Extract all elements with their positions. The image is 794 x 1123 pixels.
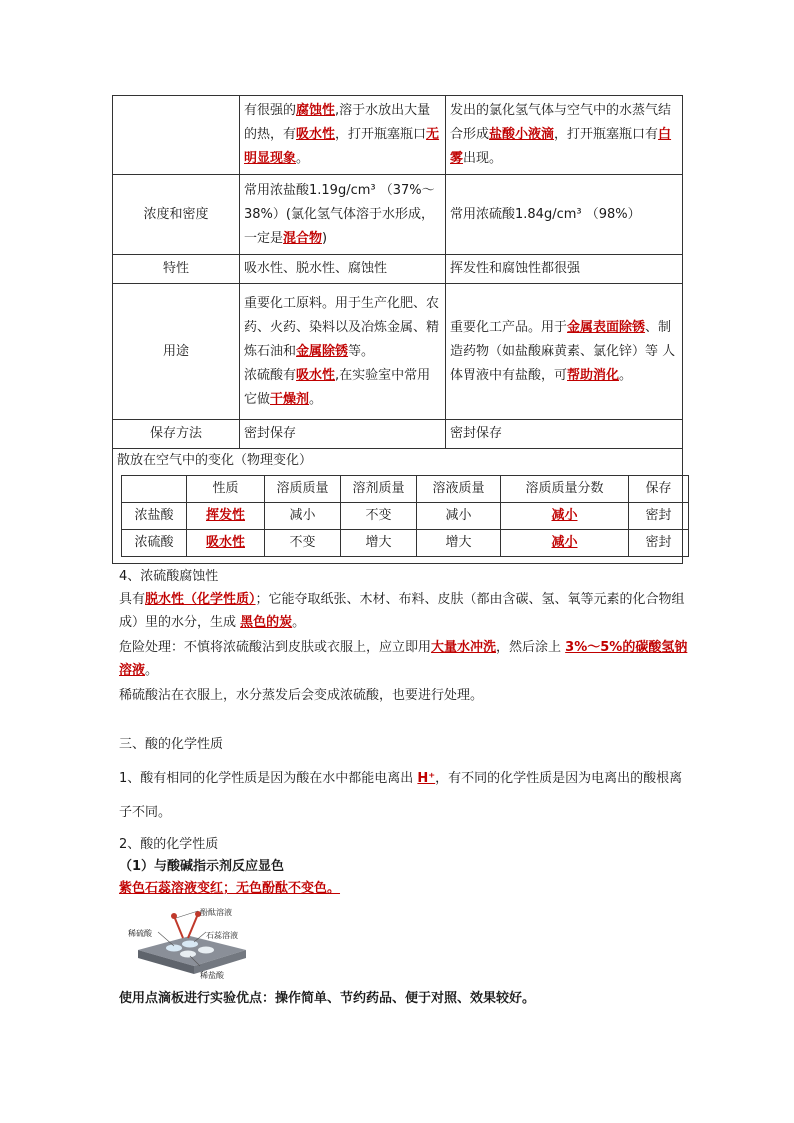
text-run: ；它能夺取纸张、木材、布料、皮肤（都由含碳、氢、氧等元素的化合物组成）里的水分，生成 bbox=[119, 592, 685, 630]
text-run: ,在实验室中常用它做 bbox=[244, 367, 431, 407]
highlight-text: 大量水冲洗 bbox=[431, 640, 497, 655]
table-cell: 不变 bbox=[265, 530, 341, 557]
paragraph bbox=[119, 762, 689, 830]
highlight-text: 无明显现象 bbox=[244, 127, 440, 166]
row-label: 保存方法 bbox=[113, 420, 240, 449]
text-run: ，有不同的化学性质是因为电离出的酸根离子不同。 bbox=[119, 771, 683, 820]
acid-comparison-table bbox=[112, 95, 683, 564]
table-row bbox=[113, 96, 683, 175]
highlight-text: 腐蚀性 bbox=[296, 103, 336, 118]
section-title: 4、浓硫酸腐蚀性 bbox=[119, 569, 219, 584]
row-label: 用途 bbox=[113, 284, 240, 420]
table-cell: 减小 bbox=[417, 503, 501, 530]
text-run: ,溶于水放出大量的热，有 bbox=[244, 103, 431, 142]
label-dilute-hcl: 稀盐酸 bbox=[200, 971, 224, 980]
text-run: 危险处理：不慎将浓硫酸沾到皮肤或衣服上，应立即用 bbox=[119, 640, 432, 655]
hydrochloric-cell bbox=[446, 96, 683, 175]
spot-plate-figure bbox=[128, 906, 250, 980]
table-row bbox=[113, 420, 683, 449]
sulfuric-cell bbox=[240, 420, 446, 449]
hydrochloric-cell bbox=[446, 284, 683, 420]
table-cell: 密封 bbox=[629, 530, 689, 557]
highlight-text: 黑色的炭 bbox=[240, 615, 293, 630]
paragraph bbox=[119, 636, 689, 682]
table-cell: 减小 bbox=[265, 503, 341, 530]
text-run: 。 bbox=[296, 151, 310, 166]
table-cell: 浓硫酸 bbox=[122, 530, 187, 557]
label-phenolphthalein: 酚酞溶液 bbox=[200, 908, 232, 917]
paragraph: 2、酸的化学性质 bbox=[119, 837, 219, 852]
highlight-text: 白雾 bbox=[450, 127, 672, 166]
highlight-text: 帮助消化 bbox=[567, 367, 620, 383]
text-run: 。 bbox=[145, 663, 159, 678]
text-run: 1、酸有相同的化学性质是因为酸在水中都能电离出 bbox=[119, 771, 418, 786]
text-run: ，打开瓶塞瓶口 bbox=[335, 127, 427, 142]
text-run: 。 bbox=[619, 367, 633, 383]
table-cell: 不变 bbox=[341, 503, 417, 530]
spot-plate-icon bbox=[128, 906, 250, 980]
text-run: 等。 bbox=[348, 343, 375, 359]
text-run: 具有 bbox=[119, 592, 146, 607]
label-litmus: 石蕊溶液 bbox=[206, 931, 238, 940]
highlight-text: 3%～5%的碳酸氢钠溶液 bbox=[119, 640, 688, 678]
text-run: 吸水性、脱水性、腐蚀性 bbox=[244, 261, 388, 276]
text-run: ，然后涂上 bbox=[496, 640, 566, 655]
table-cell: 减小 bbox=[501, 530, 629, 557]
text-run: 密封保存 bbox=[450, 426, 503, 441]
table-cell: 挥发性 bbox=[187, 503, 265, 530]
column-header: 溶液质量 bbox=[417, 476, 501, 503]
exposure-change-cell bbox=[113, 449, 683, 564]
text-run: 出现。 bbox=[463, 151, 503, 166]
table-cell: 密封 bbox=[629, 503, 689, 530]
text-run: ) bbox=[322, 230, 328, 246]
highlight-text: 金属表面除锈 bbox=[567, 319, 646, 335]
highlight-text: 盐酸小液滴 bbox=[489, 127, 555, 142]
text-run: 密封保存 bbox=[244, 426, 297, 441]
paragraph bbox=[119, 588, 689, 634]
table-row bbox=[113, 255, 683, 284]
section-3 bbox=[119, 734, 689, 900]
column-header: 溶质质量分数 bbox=[501, 476, 629, 503]
row-label: 特性 bbox=[113, 255, 240, 284]
table-cell: 增大 bbox=[341, 530, 417, 557]
table-cell: 吸水性 bbox=[187, 530, 265, 557]
hydrochloric-cell bbox=[446, 420, 683, 449]
paragraph: 稀硫酸沾在衣服上，水分蒸发后会变成浓硫酸，也要进行处理。 bbox=[119, 688, 484, 703]
sulfuric-cell bbox=[446, 175, 683, 255]
highlight-text: H⁺ bbox=[417, 771, 436, 786]
highlight-text: 脱水性（化学性质） bbox=[145, 592, 256, 607]
sulfuric-cell bbox=[240, 96, 446, 175]
highlight-text: 干燥剂 bbox=[270, 391, 310, 407]
table-row bbox=[122, 503, 689, 530]
text-run: 发出的氯化氢气体与空气中的水蒸气结合形成 bbox=[450, 103, 672, 142]
label-dilute-sulfuric: 稀硫酸 bbox=[128, 929, 152, 938]
table-row bbox=[113, 449, 683, 564]
table-header-row bbox=[122, 476, 689, 503]
text-run: 有很强的 bbox=[244, 103, 297, 118]
column-header: 保存 bbox=[629, 476, 689, 503]
text-run: 、制造药物（如盐酸麻黄素、氯化锌）等 人体胃液中有盐酸，可 bbox=[450, 319, 676, 383]
exposure-change-title: 散放在空气中的变化（物理变化） bbox=[117, 453, 313, 468]
highlight-text: 吸水性 bbox=[296, 367, 336, 383]
text-run: 。 bbox=[292, 615, 306, 630]
table-row bbox=[113, 175, 683, 255]
sulfuric-cell bbox=[240, 284, 446, 420]
table-cell: 浓盐酸 bbox=[122, 503, 187, 530]
highlight-text: 吸水性 bbox=[296, 127, 336, 142]
text-run: 常用浓盐酸1.19g/cm³ （37%～38%）(氯化氢气体溶于水形成，一定是 bbox=[244, 182, 435, 246]
table-cell: 增大 bbox=[417, 530, 501, 557]
section-4 bbox=[119, 566, 689, 707]
hydrochloric-cell bbox=[446, 255, 683, 284]
row-label bbox=[113, 96, 240, 175]
text-run: 挥发性和腐蚀性都很强 bbox=[450, 261, 581, 276]
table-cell: 减小 bbox=[501, 503, 629, 530]
text-run: 常用浓硫酸1.84g/cm³ （98%） bbox=[450, 206, 641, 222]
sulfuric-cell bbox=[240, 255, 446, 284]
highlight-text: 金属除锈 bbox=[296, 343, 349, 359]
text-run: 浓硫酸有 bbox=[244, 367, 297, 383]
table-row bbox=[122, 530, 689, 557]
table-row bbox=[113, 284, 683, 420]
row-label: 浓度和密度 bbox=[113, 175, 240, 255]
hydrochloric-cell bbox=[240, 175, 446, 255]
text-run: ，打开瓶塞瓶口有 bbox=[554, 127, 659, 142]
column-header: 性质 bbox=[187, 476, 265, 503]
advantage-note: 使用点滴板进行实验优点：操作简单、节约药品、便于对照、效果较好。 bbox=[119, 991, 536, 1006]
column-header: 溶剂质量 bbox=[341, 476, 417, 503]
text-run: 。 bbox=[309, 391, 323, 407]
indicator-result: 紫色石蕊溶液变红；无色酚酞不变色。 bbox=[119, 881, 341, 896]
exposure-change-table bbox=[121, 475, 689, 557]
subsection-title: （1）与酸碱指示剂反应显色 bbox=[119, 859, 285, 874]
section-title: 三、酸的化学性质 bbox=[119, 737, 224, 752]
highlight-text: 混合物 bbox=[283, 230, 323, 246]
column-header bbox=[122, 476, 187, 503]
text-run: 重要化工原料。用于生产化肥、农药、火药、染料以及冶炼金属、精炼石油和 bbox=[244, 295, 440, 359]
text-run: 重要化工产品。用于 bbox=[450, 319, 568, 335]
column-header: 溶质质量 bbox=[265, 476, 341, 503]
